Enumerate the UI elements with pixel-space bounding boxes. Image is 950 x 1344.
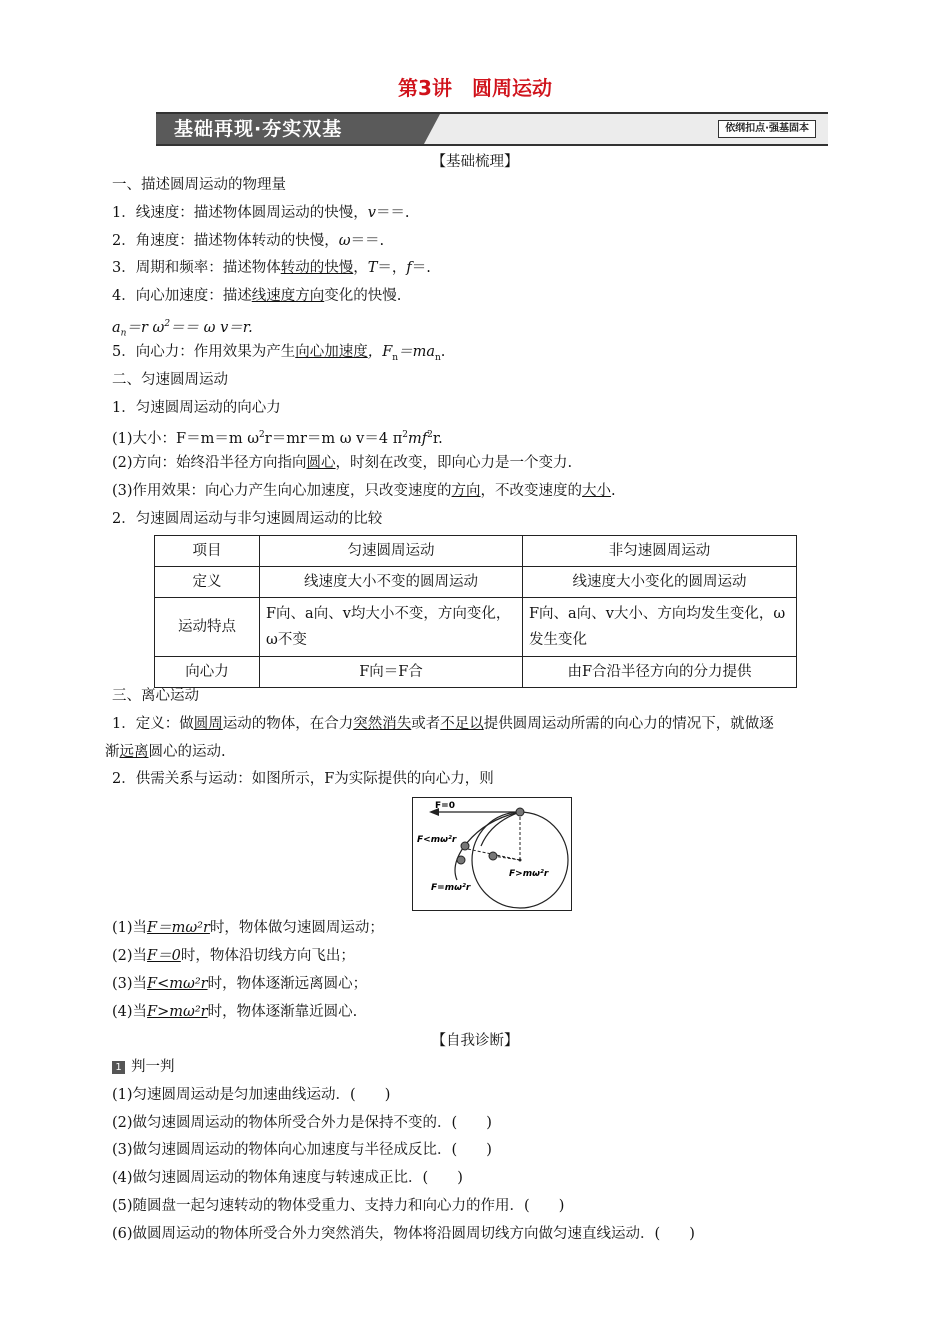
judge-item: (3)做匀速圆周运动的物体向心加速度与半径成反比．( ) [112, 1142, 492, 1158]
judge-item: (6)做圆周运动的物体所受合外力突然消失，物体将沿圆周切线方向做匀速直线运动．( ) [112, 1226, 695, 1242]
part2-direction: (2)方向：始终沿半径方向指向圆心，时刻在改变，即向心力是一个变力. [112, 455, 573, 471]
part1-line5: 5．向心力：作用效果为产生向心加速度，$F_n=ma_n$. [112, 344, 446, 363]
ball [457, 856, 465, 864]
banner-slant [424, 114, 440, 144]
table-row [155, 536, 797, 567]
section-diagnosis-title: 【自我诊断】 [431, 1033, 519, 1049]
ball [516, 808, 524, 816]
part2-compare: 2．匀速圆周运动与非匀速圆周运动的比较 [112, 511, 383, 527]
judge-item: (1)匀速圆周运动是匀加速曲线运动．( ) [112, 1087, 391, 1103]
part1-line2: 2．角速度：描述物体转动的快慢，ω＝＝. [112, 233, 385, 249]
table-row [155, 657, 797, 688]
part2-line1: 1．匀速圆周运动的向心力 [112, 400, 281, 416]
banner-right-tag: 依纲扣点·强基固本 [718, 120, 816, 138]
center-point [519, 859, 522, 862]
page-title: 第3讲 圆周运动 [398, 76, 552, 100]
table-header-cell: 匀速圆周运动 [260, 536, 523, 567]
table-cell: 线速度大小不变的圆周运动 [260, 567, 523, 598]
table-cell: 运动特点 [155, 598, 260, 657]
table-cell: 定义 [155, 567, 260, 598]
table-header-cell: 非匀速圆周运动 [523, 536, 797, 567]
label-less: F<mω²r [417, 835, 457, 845]
judge-item: (4)做匀速圆周运动的物体角速度与转速成正比．( ) [112, 1170, 463, 1186]
label-equal: F=mω²r [431, 883, 471, 893]
part1-line4: 4．向心加速度：描述线速度方向变化的快慢. [112, 288, 402, 304]
part2-heading: 二、匀速圆周运动 [112, 372, 228, 388]
section-banner [156, 112, 828, 146]
label-f0: F=0 [435, 801, 455, 811]
condition-4: (4)当F>mω²r时，物体逐渐靠近圆心. [112, 1004, 358, 1020]
table-cell: 由F合沿半径方向的分力提供 [523, 657, 797, 688]
part2-effect: (3)作用效果：向心力产生向心加速度，只改变速度的方向，不改变速度的大小. [112, 483, 616, 499]
table-cell: F向、a向、v均大小不变，方向变化，ω不变 [260, 598, 523, 657]
centrifugal-diagram [412, 797, 572, 911]
part2-size: (1)大小：F＝m＝m $\omega^2r=mr=m$ ω v＝4 $\pi^2mf^2r$. [112, 430, 443, 447]
part3-supply: 2．供需关系与运动：如图所示，F为实际提供的向心力，则 [112, 771, 494, 787]
condition-3: (3)当F<mω²r时，物体逐渐远离圆心； [112, 976, 368, 992]
part3-heading: 三、离心运动 [112, 688, 199, 704]
part1-line3: 3．周期和频率：描述物体转动的快慢，T＝，f＝. [112, 260, 431, 276]
table-cell: 线速度大小变化的圆周运动 [523, 567, 797, 598]
number-badge: 1 [112, 1061, 125, 1074]
judge-item: (5)随圆盘一起匀速转动的物体受重力、支持力和向心力的作用．( ) [112, 1198, 565, 1214]
path-more [481, 812, 520, 846]
part1-line1: 1．线速度：描述物体圆周运动的快慢，v＝＝. [112, 205, 410, 221]
table-cell: F向＝F合 [260, 657, 523, 688]
table-header-cell: 项目 [155, 536, 260, 567]
section-basic-title: 【基础梳理】 [431, 154, 519, 170]
table-row [155, 567, 797, 598]
part1-formula-an: $a_n=r$ $\omega^2== \omega$ v＝r. [112, 319, 253, 339]
table-cell: F向、a向、v大小、方向均发生变化，ω发生变化 [523, 598, 797, 657]
condition-2: (2)当F＝0时，物体沿切线方向飞出； [112, 948, 355, 964]
judge-item: (2)做匀速圆周运动的物体所受合外力是保持不变的．( ) [112, 1115, 492, 1131]
table-cell: 向心力 [155, 657, 260, 688]
part1-heading: 一、描述圆周运动的物理量 [112, 177, 286, 193]
condition-1: (1)当F＝mω²r时，物体做匀速圆周运动； [112, 920, 384, 936]
comparison-table [154, 535, 797, 688]
judge-heading: 1 判一判 [112, 1057, 175, 1077]
part3-definition-cont: 渐远离圆心的运动. [105, 744, 226, 760]
ball [489, 852, 497, 860]
label-more: F>mω²r [509, 869, 549, 879]
banner-left-text: 基础再现·夯实双基 [174, 118, 343, 140]
table-row [155, 598, 797, 657]
ball [461, 842, 469, 850]
centrifugal-diagram-svg [413, 798, 571, 910]
part3-definition: 1．定义：做圆周运动的物体，在合力突然消失或者不足以提供圆周运动所需的向心力的情况下，就做逐 [112, 716, 774, 732]
